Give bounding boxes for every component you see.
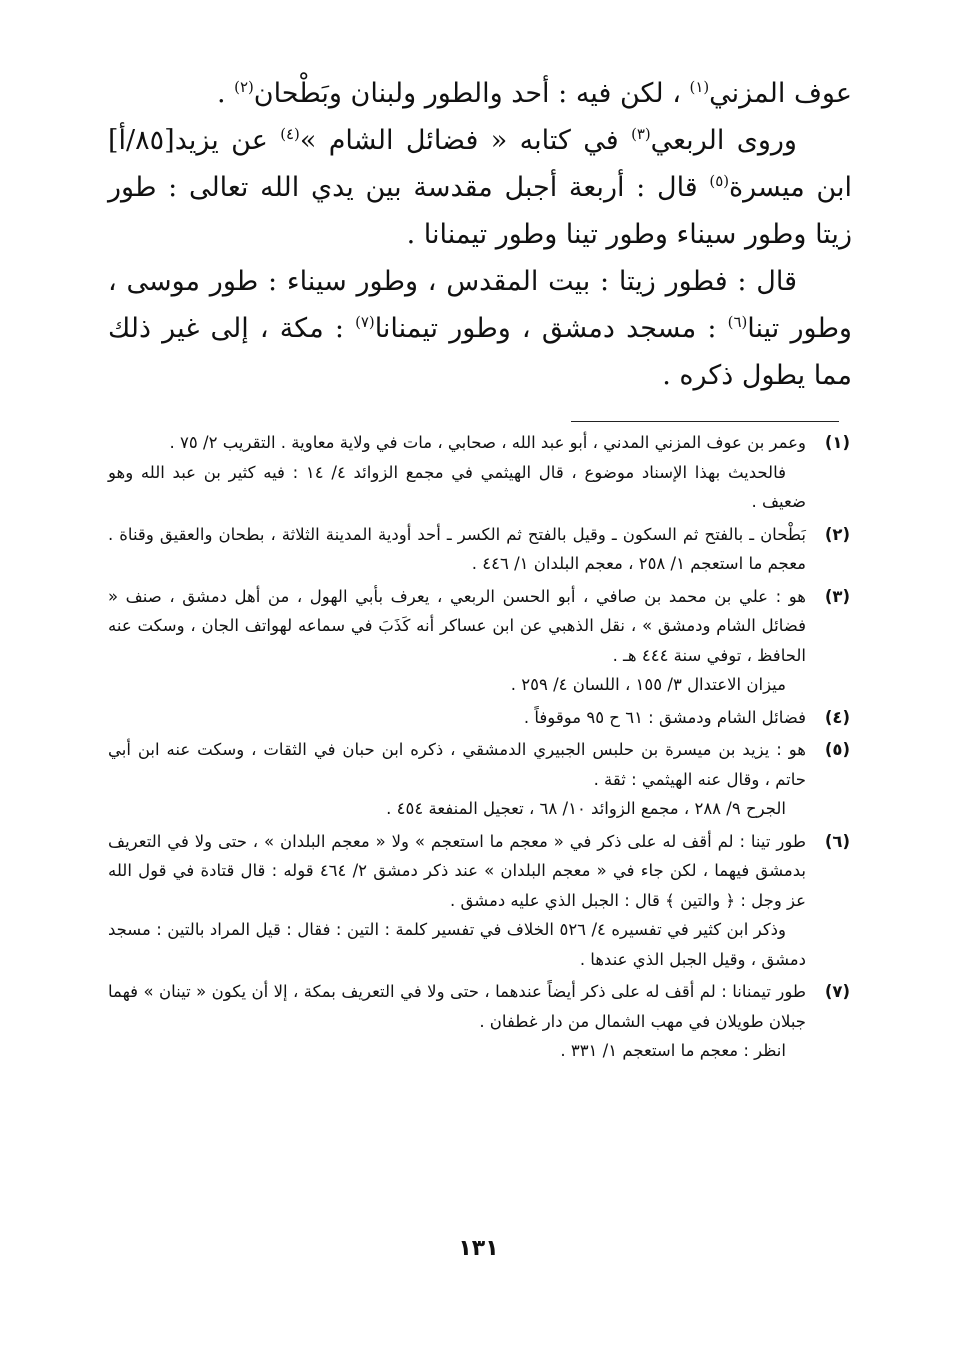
footnote-ref[interactable]: (٣) [631,125,651,143]
footnote-paragraph: فالحديث بهذا الإسناد موضوع ، قال الهيثمي في مجمع الزوائد ٤/ ١٤ : فيه كثير بن عبد الله وهو ضعيف . [108,462,806,511]
footnote-body [108,977,806,1066]
footnote-paragraph: انظر : معجم ما استعجم ١/ ٣٣١ . [560,1041,786,1060]
footnote-paragraph: طور تيمنانا : لم أقف له على ذكر أيضاً عندهما ، حتى ولا في التعريف بمكة ، إلا أن يكون « تينان » فهما جبلان طويلان في مهب الشمال من دار غطفان . [108,982,806,1031]
footnote-paragraph: وذكر ابن كثير في تفسيره ٤/ ٥٢٦ الخلاف في تفسير كلمة : التين : فقال : قيل المراد بالتين : مسجد دمشق ، وقيل الجبل الذي عندها . [108,920,806,969]
footnote-number: (٤) [824,707,850,727]
footnote-ref[interactable]: (٧) [355,313,375,331]
footnote-number: (٦) [824,831,850,851]
footnote-paragraph: طور تينا : لم أقف له على ذكر في « معجم ما استعجم » ولا « معجم البلدان » ، حتى ولا في التعريف بدمشق فيهما ، لكن جاء في « معجم البلدان » عند ذكر دمشق ٢/ ٤٦٤ قوله : قال قتادة في قول الله عز وجل : ﴿ والتين ﴾ قال : الجبل الذي عليه دمشق . [108,831,807,910]
line-text: عن يزيد[٨٥/أ] [108,125,268,156]
line-text: ابن ميسرة [729,172,852,203]
footnote-paragraph: هو : علي بن محمد بن صافي ، أبو الحسن الربعي ، يعرف بأبي الهول ، من أهل دمشق ، صنف « فضائل الشام ودمشق » ، نقل الذهبي عن ابن عساكر أنه كَذَبَ في سماعه لهواتف الجان ، وسكت عنه الحافظ ، توفي سنة ٤٤٤ هـ . [108,586,806,665]
footnote-paragraph: بَطْحان ـ بالفتح ثم السكون ـ وقيل بالفتح ثم الكسر ـ أحد أودية المدينة الثلاثة ، بطحان والعقيق وقناة . معجم ما استعجم ١/ ٢٥٨ ، معجم البلدان ١/ ٤٤٦ . [108,524,806,573]
main-paragraph [108,258,852,399]
footnote-body [108,582,806,700]
footnote-body [108,520,806,579]
main-text [108,70,852,399]
line-text: : مكة ، [259,313,344,344]
footnote-paragraph: ميزان الاعتدال ٣/ ١٥٥ ، اللسان ٤/ ٢٥٩ . [510,675,786,694]
footnote-paragraph: الجرح ٩/ ٢٨٨ ، مجمع الزوائد ١٠/ ٦٨ ، تعجيل المنفعة ٤٥٤ . [386,799,786,818]
footnote [108,735,850,824]
footnote-number: (٣) [824,586,850,606]
footnote-paragraph: هو : يزيد بن ميسرة بن حلبس الجبيري الدمشقي ، ذكره ابن حبان في الثقات ، وسكت عنه ابن أبي حاتم ، وقال عنه الهيثمي : ثقة . [108,740,806,789]
footnote [108,977,850,1066]
footnote-paragraph: وعمر بن عوف المزني المدني ، أبو عبد الله ، صحابي ، مات في ولاية معاوية . التقريب ٢/ ٧٥ . [169,433,806,452]
line-text: . [216,78,226,109]
footnote [108,703,850,733]
footnote [108,520,850,579]
line-text: وطور سيناء وطور تينا وطور تيمنانا . [406,219,807,250]
main-line [108,70,852,117]
line-text: وروى الربعي [650,125,797,156]
footnote-number: (٢) [824,524,850,544]
line-text: موسى ، وطور تينا [108,266,852,344]
line-text: في كتابه « فضائل الشام » [299,125,619,156]
line-text: إلى غير ذلك مما يطول ذكره . [108,313,852,391]
footnote [108,827,850,975]
footnote-ref[interactable]: (٦) [727,313,748,331]
footnote-body [108,428,806,517]
footnote-ref[interactable]: (٥) [709,172,729,190]
page-number: ١٣١ [458,1236,499,1261]
footnote-number: (٧) [824,982,850,1001]
footnote-paragraph: فضائل الشام ودمشق : ٦١ ح ٩٥ موقوفاً . [523,707,806,727]
footnote-body [108,827,806,975]
footnote-body [108,735,806,824]
footnotes [108,428,850,1066]
footnote [108,428,850,517]
footnote [108,582,850,700]
footnote-number: (٥) [824,740,850,759]
line-text: عوف المزني [709,78,852,109]
line-text: قال : فطور زيتا : بيت المقدس ، وطور سيناء : طور [209,266,797,297]
line-text: قال : أربعة أجبل مقدسة بين يدي الله تعالى : طور زيتا [108,172,852,250]
footnote-number: (١) [824,433,850,452]
footnote-body [108,703,806,733]
line-text: ، لكن فيه : أحد والطور ولبنان وبَطْحان [253,78,681,109]
footnote-ref[interactable]: (٢) [234,78,254,96]
main-paragraph [108,117,852,258]
footnote-ref[interactable]: (١) [689,78,710,96]
line-text: : مسجد دمشق ، وطور تيمنانا [374,313,717,344]
footnote-separator [571,421,839,422]
footnote-ref[interactable]: (٤) [280,125,300,143]
